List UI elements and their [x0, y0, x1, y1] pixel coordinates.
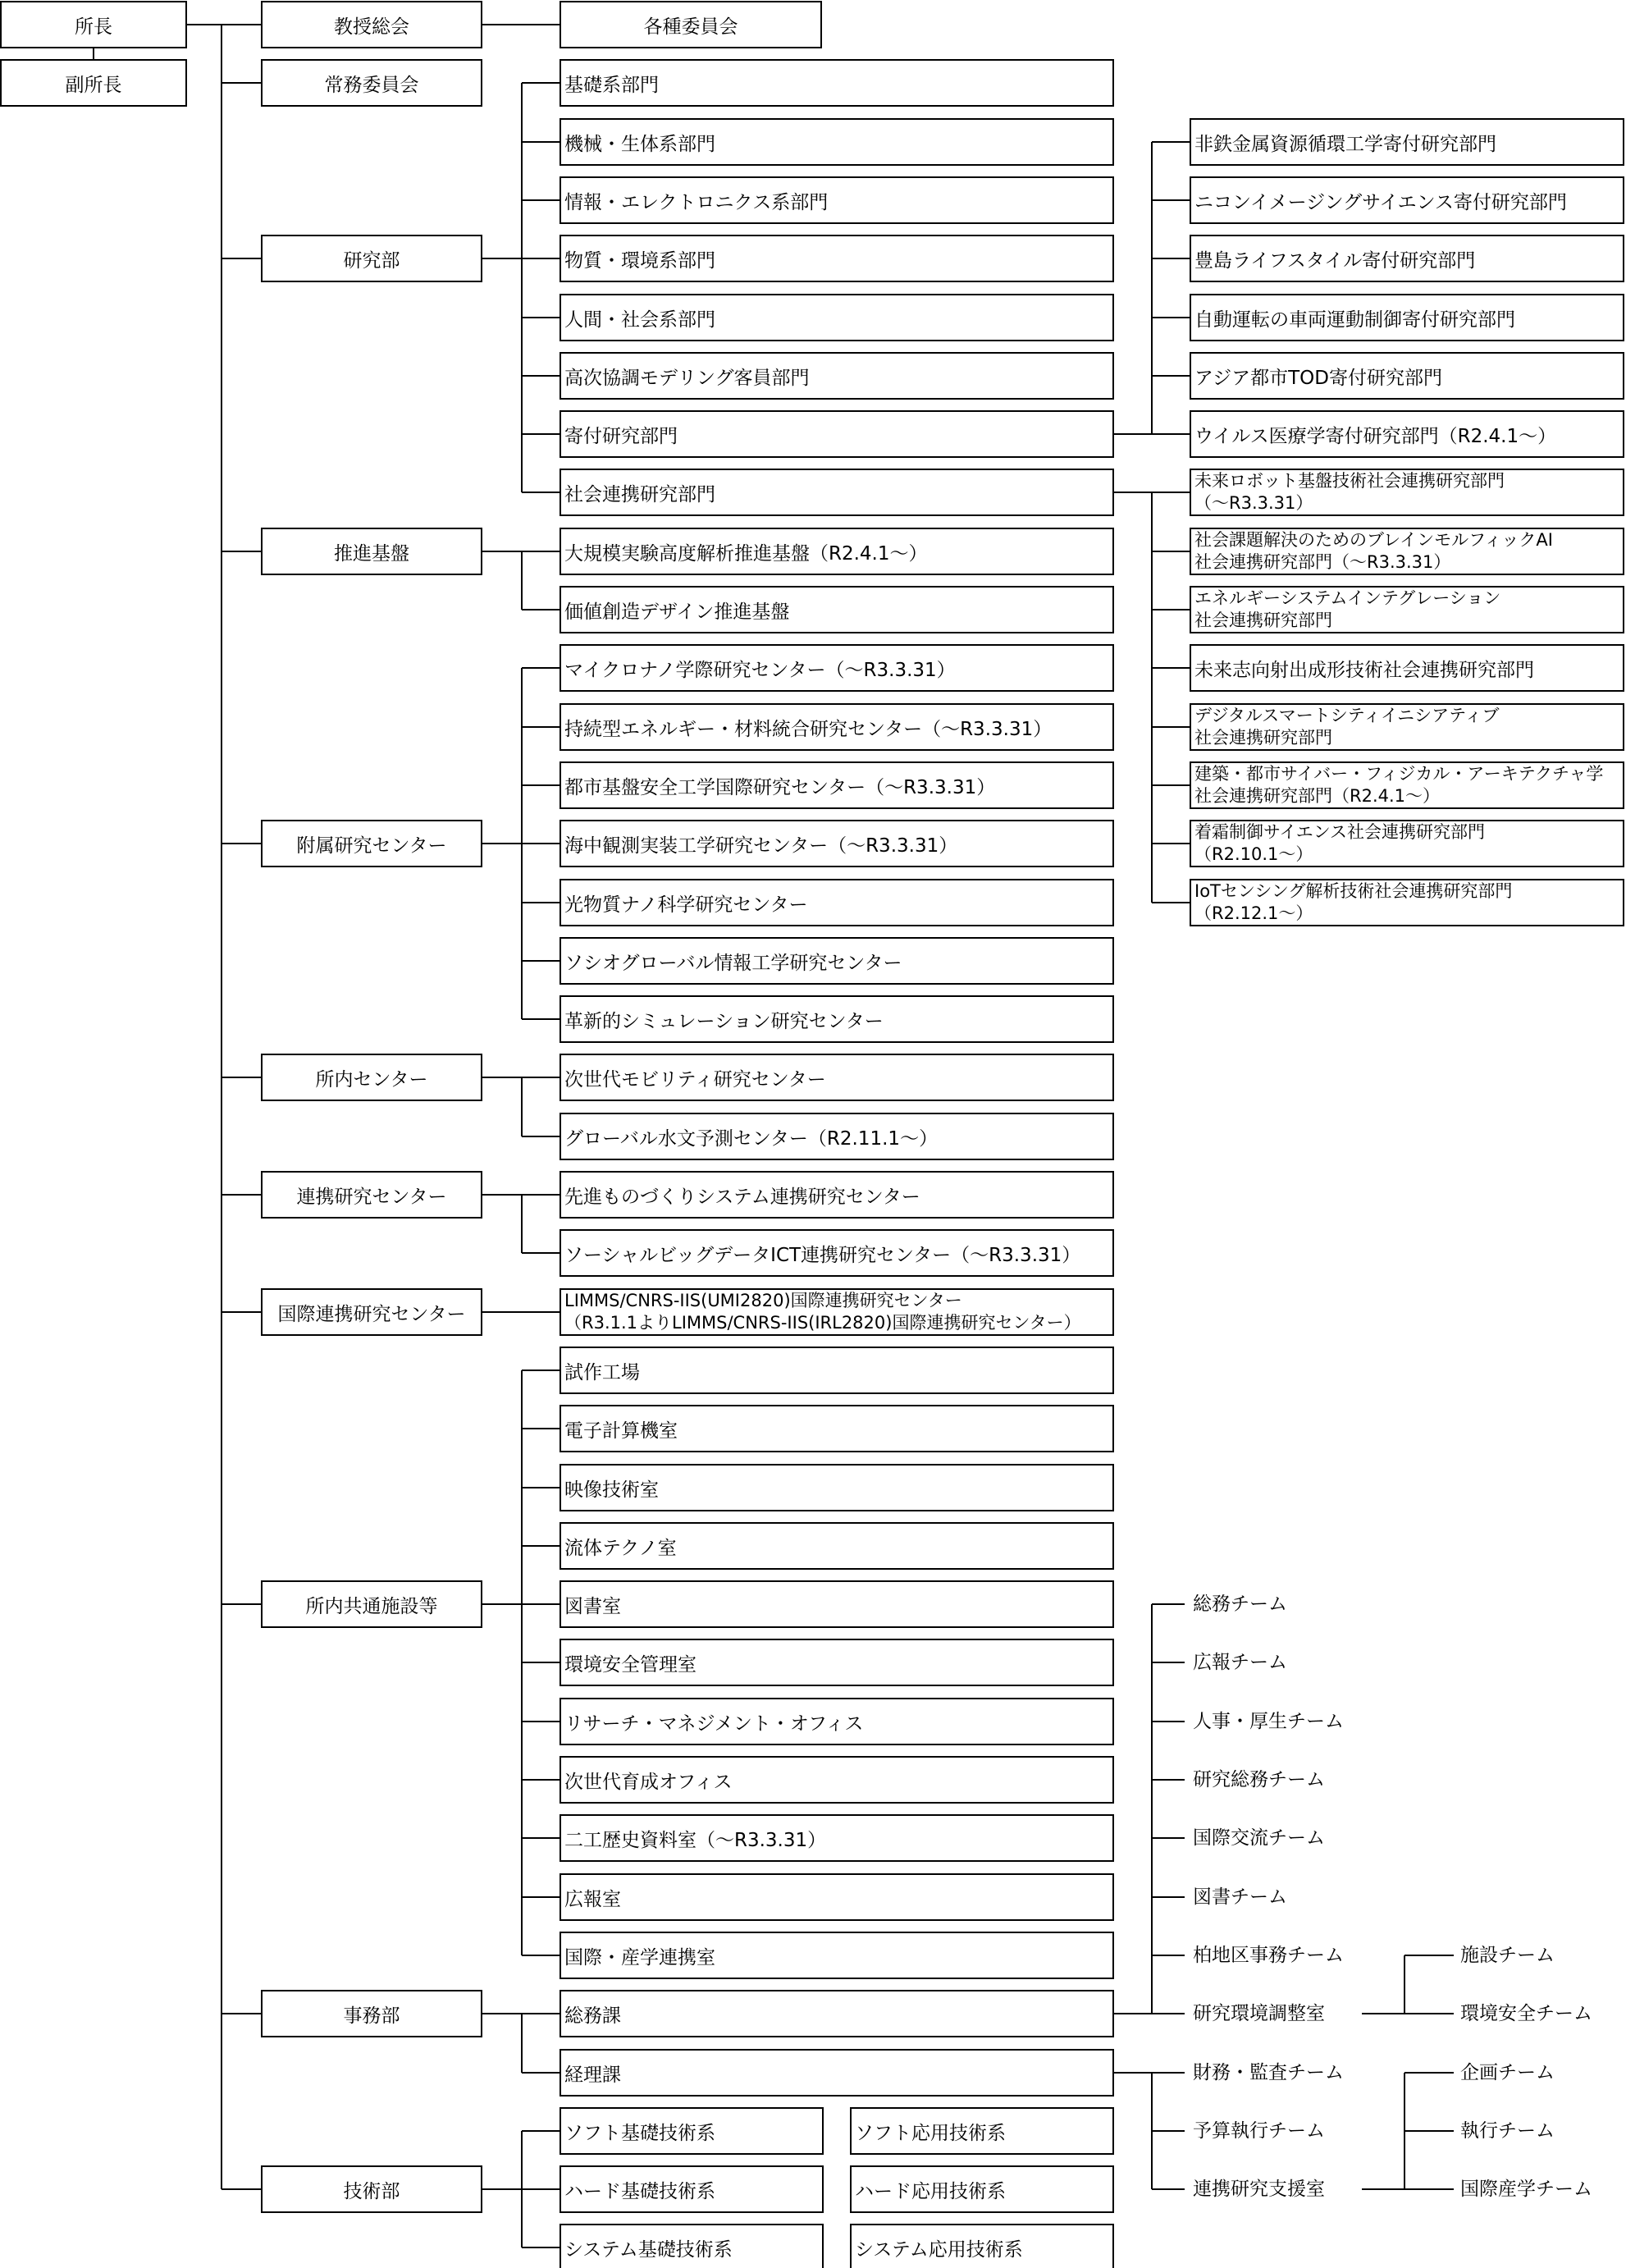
- vice-director-box-label: 副所長: [65, 74, 122, 96]
- donation-unit-box: [1190, 352, 1624, 400]
- unit-box-label: 人間・社会系部門: [564, 309, 715, 331]
- unit-box-label: 映像技術室: [564, 1479, 659, 1501]
- social-unit-box: [1190, 761, 1624, 809]
- donation-unit-box: [1190, 118, 1624, 166]
- social-unit-box-label: 建築・都市サイバー・フィジカル・アーキテクチャ学 社会連携研究部門（R2.4.1～）: [1194, 764, 1604, 806]
- division-box-label: 常務委員会: [324, 74, 419, 96]
- donation-unit-box: [1190, 235, 1624, 282]
- tech-applied-box: [850, 2224, 1114, 2268]
- unit-box-label: 基礎系部門: [564, 74, 659, 96]
- unit-box: [560, 1580, 1114, 1628]
- unit-box-label: 広報室: [564, 1888, 621, 1910]
- division-box: [261, 1288, 482, 1336]
- unit-box: [560, 761, 1114, 809]
- division-box-label: 国際連携研究センター: [277, 1303, 466, 1325]
- social-unit-box: [1190, 586, 1624, 633]
- unit-box: [560, 879, 1114, 926]
- social-unit-box-label: IoTセンシング解析技術社会連携研究部門 （R2.12.1～）: [1194, 881, 1513, 923]
- team-label: 国際産学チーム: [1460, 2179, 1592, 2200]
- unit-box-label: 海中観測実装工学研究センター（～R3.3.31）: [564, 834, 958, 857]
- committees-box: [560, 1, 822, 48]
- donation-unit-box: [1190, 176, 1624, 224]
- team-label: 柏地区事務チーム: [1193, 1945, 1344, 1966]
- unit-box: [560, 1756, 1114, 1804]
- team-label: 人事・厚生チーム: [1193, 1711, 1344, 1732]
- unit-box: [560, 1873, 1114, 1921]
- division-box: [261, 1054, 482, 1101]
- tech-applied-box: [850, 2107, 1114, 2155]
- unit-box: [560, 2107, 824, 2155]
- unit-box: [560, 1464, 1114, 1511]
- unit-box-label: ソシオグローバル情報工学研究センター: [564, 952, 902, 974]
- unit-box: [560, 176, 1114, 224]
- unit-box-label: 価値創造デザイン推進基盤: [564, 601, 790, 623]
- social-unit-box: [1190, 879, 1624, 926]
- unit-box: [560, 59, 1114, 107]
- unit-box-label: 図書室: [564, 1595, 621, 1617]
- donation-unit-box-label: 豊島ライフスタイル寄付研究部門: [1194, 249, 1476, 272]
- division-box-label: 技術部: [343, 2180, 400, 2202]
- unit-box: [560, 1990, 1114, 2037]
- director-box-label: 所長: [75, 16, 112, 38]
- unit-box-label: 物質・環境系部門: [564, 249, 715, 272]
- unit-box-label: マイクロナノ学際研究センター（～R3.3.31）: [564, 659, 956, 681]
- unit-box: [560, 1522, 1114, 1570]
- team-label: 執行チーム: [1460, 2120, 1555, 2142]
- unit-box-label: 次世代モビリティ研究センター: [564, 1068, 826, 1091]
- team-label: 研究総務チーム: [1193, 1769, 1325, 1790]
- unit-box-label: 試作工場: [564, 1361, 640, 1383]
- team-label: 施設チーム: [1460, 1945, 1555, 1966]
- donation-unit-box: [1190, 410, 1624, 458]
- unit-box-label: 社会連携研究部門: [564, 483, 715, 505]
- donation-unit-box-label: アジア都市TOD寄付研究部門: [1194, 367, 1442, 389]
- unit-box: [560, 937, 1114, 985]
- unit-box: [560, 1288, 1114, 1336]
- unit-box-label: LIMMS/CNRS-IIS(UMI2820)国際連携研究センター （R3.1.1よりLIMMS/CNRS-IIS(IRL2820)国際連携研究センター）: [564, 1291, 1081, 1333]
- unit-box: [560, 469, 1114, 516]
- unit-box-label: 次世代育成オフィス: [564, 1771, 733, 1793]
- unit-box-label: 先進ものづくりシステム連携研究センター: [564, 1186, 920, 1208]
- unit-box: [560, 995, 1114, 1043]
- team-label: 研究環境調整室: [1193, 2003, 1325, 2024]
- unit-box: [560, 1229, 1114, 1277]
- unit-box-label: 持続型エネルギー・材料統合研究センター（～R3.3.31）: [564, 718, 1053, 740]
- division-box: [261, 2165, 482, 2213]
- unit-box-label: リサーチ・マネジメント・オフィス: [564, 1712, 864, 1735]
- unit-box: [560, 1405, 1114, 1452]
- division-box: [261, 528, 482, 575]
- unit-box-label: ハード基礎技術系: [564, 2180, 715, 2202]
- unit-box-label: システム基礎技術系: [564, 2238, 733, 2261]
- donation-unit-box-label: ウイルス医療学寄付研究部門（R2.4.1～）: [1194, 425, 1557, 447]
- committees-box-label: 各種委員会: [643, 16, 738, 38]
- vice-director-box: [0, 59, 187, 107]
- team-label: 図書チーム: [1193, 1886, 1287, 1908]
- faculty-meeting-box-label: 教授総会: [334, 16, 409, 38]
- unit-box: [560, 1814, 1114, 1862]
- social-unit-box-label: 社会課題解決のためのブレインモルフィックAI 社会連携研究部門（～R3.3.31）: [1194, 530, 1553, 572]
- tech-applied-box-label: システム応用技術系: [855, 2238, 1023, 2261]
- social-unit-box: [1190, 528, 1624, 575]
- division-box-label: 推進基盤: [334, 542, 409, 565]
- division-box: [261, 235, 482, 282]
- team-label: 予算執行チーム: [1193, 2120, 1325, 2142]
- tech-applied-box-label: ソフト応用技術系: [855, 2122, 1006, 2144]
- division-box: [261, 59, 482, 107]
- donation-unit-box-label: 自動運転の車両運動制御寄付研究部門: [1194, 309, 1515, 331]
- division-box: [261, 1990, 482, 2037]
- tech-applied-box-label: ハード応用技術系: [855, 2180, 1006, 2202]
- unit-box-label: 二工歴史資料室（～R3.3.31）: [564, 1829, 827, 1851]
- unit-box: [560, 1171, 1114, 1219]
- unit-box-label: 総務課: [564, 2005, 621, 2027]
- social-unit-box: [1190, 703, 1624, 751]
- social-unit-box-label: 未来志向射出成形技術社会連携研究部門: [1194, 659, 1534, 681]
- unit-box-label: 経理課: [564, 2064, 621, 2086]
- division-box-label: 所内共通施設等: [305, 1595, 438, 1617]
- unit-box: [560, 1698, 1114, 1745]
- team-label: 企画チーム: [1460, 2062, 1555, 2083]
- team-label: 国際交流チーム: [1193, 1827, 1325, 1849]
- unit-box: [560, 1932, 1114, 1979]
- social-unit-box-label: デジタルスマートシティイニシアティブ 社会連携研究部門: [1194, 706, 1500, 748]
- unit-box: [560, 2224, 824, 2268]
- team-label: 環境安全チーム: [1460, 2003, 1592, 2024]
- tech-applied-box: [850, 2165, 1114, 2213]
- unit-box: [560, 1054, 1114, 1101]
- social-unit-box-label: 着霜制御サイエンス社会連携研究部門 （R2.10.1～）: [1194, 822, 1486, 864]
- division-box-label: 事務部: [343, 2005, 400, 2027]
- unit-box-label: ソーシャルビッグデータICT連携研究センター（～R3.3.31）: [564, 1244, 1081, 1266]
- team-label: 財務・監査チーム: [1193, 2062, 1344, 2083]
- unit-box-label: 電子計算機室: [564, 1420, 678, 1442]
- unit-box: [560, 2165, 824, 2213]
- division-box: [261, 1171, 482, 1219]
- unit-box-label: 寄付研究部門: [564, 425, 678, 447]
- division-box: [261, 820, 482, 867]
- unit-box: [560, 294, 1114, 341]
- division-box-label: 研究部: [343, 249, 400, 272]
- donation-unit-box: [1190, 294, 1624, 341]
- unit-box-label: 機械・生体系部門: [564, 133, 715, 155]
- unit-box: [560, 1113, 1114, 1160]
- unit-box: [560, 1639, 1114, 1686]
- donation-unit-box-label: 非鉄金属資源循環工学寄付研究部門: [1194, 133, 1496, 155]
- unit-box: [560, 2049, 1114, 2097]
- unit-box-label: グローバル水文予測センター（R2.11.1～）: [564, 1127, 939, 1150]
- unit-box-label: 環境安全管理室: [564, 1653, 697, 1676]
- division-box: [261, 1580, 482, 1628]
- social-unit-box: [1190, 820, 1624, 867]
- division-box-label: 連携研究センター: [296, 1186, 447, 1208]
- social-unit-box-label: エネルギーシステムインテグレーション 社会連携研究部門: [1194, 588, 1501, 630]
- unit-box: [560, 644, 1114, 692]
- unit-box: [560, 528, 1114, 575]
- unit-box-label: 流体テクノ室: [564, 1537, 677, 1559]
- unit-box-label: ソフト基礎技術系: [564, 2122, 715, 2144]
- unit-box: [560, 586, 1114, 633]
- unit-box: [560, 703, 1114, 751]
- unit-box-label: 大規模実験高度解析推進基盤（R2.4.1～）: [564, 542, 928, 565]
- unit-box-label: 国際・産学連携室: [564, 1946, 715, 1968]
- unit-box-label: 都市基盤安全工学国際研究センター（～R3.3.31）: [564, 776, 996, 798]
- team-label: 広報チーム: [1193, 1652, 1287, 1673]
- unit-box-label: 情報・エレクトロニクス系部門: [564, 191, 829, 213]
- unit-box-label: 光物質ナノ科学研究センター: [564, 894, 808, 916]
- division-box-label: 所内センター: [315, 1068, 428, 1091]
- social-unit-box: [1190, 644, 1624, 692]
- unit-box: [560, 352, 1114, 400]
- social-unit-box-label: 未来ロボット基盤技術社会連携研究部門 （～R3.3.31）: [1194, 471, 1505, 513]
- unit-box-label: 高次協調モデリング客員部門: [564, 367, 810, 389]
- donation-unit-box-label: ニコンイメージングサイエンス寄付研究部門: [1194, 191, 1567, 213]
- faculty-meeting-box: [261, 1, 482, 48]
- unit-box: [560, 410, 1114, 458]
- unit-box: [560, 235, 1114, 282]
- team-label: 総務チーム: [1193, 1594, 1287, 1615]
- division-box-label: 附属研究センター: [296, 834, 447, 857]
- unit-box: [560, 820, 1114, 867]
- director-box: [0, 1, 187, 48]
- social-unit-box: [1190, 469, 1624, 516]
- team-label: 連携研究支援室: [1193, 2179, 1325, 2200]
- unit-box: [560, 1347, 1114, 1394]
- unit-box: [560, 118, 1114, 166]
- unit-box-label: 革新的シミュレーション研究センター: [564, 1010, 884, 1032]
